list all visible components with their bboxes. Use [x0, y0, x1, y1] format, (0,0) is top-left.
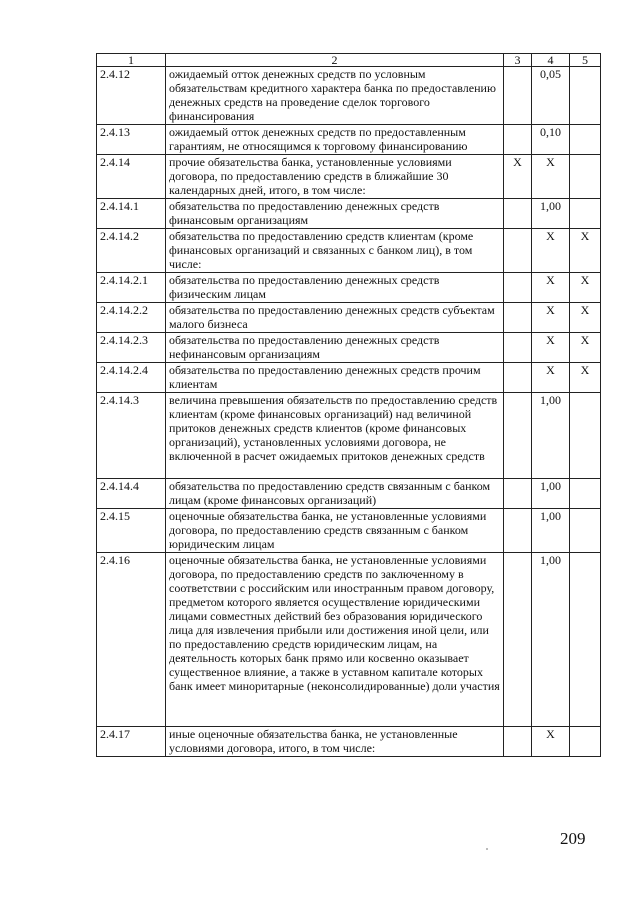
table-row — [97, 125, 601, 155]
row-col4-value: X — [532, 229, 570, 273]
row-code: 2.4.14 — [97, 155, 166, 199]
row-code: 2.4.14.2.1 — [97, 273, 166, 303]
table-row — [97, 303, 601, 333]
table-row — [97, 67, 601, 125]
row-col3-value — [504, 727, 532, 757]
column-header-4: 4 — [532, 54, 570, 67]
row-col4-value: X — [532, 303, 570, 333]
row-col3-value — [504, 553, 532, 727]
row-code: 2.4.14.3 — [97, 393, 166, 479]
row-col4-value: 1,00 — [532, 393, 570, 479]
row-col3-value — [504, 229, 532, 273]
column-header-3: 3 — [504, 54, 532, 67]
row-description: обязательства по предоставлению средств связанным с банком лицам (кроме финансовых организаций) — [166, 479, 504, 509]
row-col3-value — [504, 125, 532, 155]
row-col3-value — [504, 199, 532, 229]
row-code: 2.4.14.2.2 — [97, 303, 166, 333]
row-col5-value: X — [570, 229, 601, 273]
column-header-1: 1 — [97, 54, 166, 67]
row-col5-value: X — [570, 303, 601, 333]
row-col5-value — [570, 509, 601, 553]
row-description: ожидаемый отток денежных средств по предоставленным гарантиям, не относящимся к торговому финансированию — [166, 125, 504, 155]
table-body — [97, 67, 601, 757]
scan-speck — [486, 848, 488, 850]
row-col3-value — [504, 303, 532, 333]
row-code: 2.4.14.4 — [97, 479, 166, 509]
page-number: 209 — [560, 829, 586, 848]
row-col3-value — [504, 509, 532, 553]
table-row — [97, 229, 601, 273]
row-code: 2.4.15 — [97, 509, 166, 553]
row-description: оценочные обязательства банка, не установленные условиями договора, по предоставлению средств связанным с банком юридическим лицам — [166, 509, 504, 553]
row-col3-value — [504, 333, 532, 363]
row-code: 2.4.14.2.4 — [97, 363, 166, 393]
row-col5-value — [570, 67, 601, 125]
table-row — [97, 363, 601, 393]
table-row — [97, 509, 601, 553]
row-col4-value: 0,05 — [532, 67, 570, 125]
row-col3-value — [504, 479, 532, 509]
table-row — [97, 333, 601, 363]
row-col3-value — [504, 393, 532, 479]
row-description: обязательства по предоставлению денежных средств нефинансовым организациям — [166, 333, 504, 363]
row-col5-value: X — [570, 333, 601, 363]
column-header-2: 2 — [166, 54, 504, 67]
row-col4-value: 1,00 — [532, 479, 570, 509]
row-col4-value: 1,00 — [532, 553, 570, 727]
table-header-row — [97, 54, 601, 67]
row-code: 2.4.14.2.3 — [97, 333, 166, 363]
row-col5-value — [570, 199, 601, 229]
row-code: 2.4.17 — [97, 727, 166, 757]
row-col5-value — [570, 553, 601, 727]
row-description: иные оценочные обязательства банка, не установленные условиями договора, итого, в том числе: — [166, 727, 504, 757]
row-description: величина превышения обязательств по предоставлению средств клиентам (кроме финансовых организаций) над величиной притоков денежных средств клиентов (кроме финансовых организаций), установленных условиями договора, не включенной в расчет ожидаемых притоков денежных средств — [166, 393, 504, 479]
row-col4-value: X — [532, 333, 570, 363]
liquidity-table — [96, 53, 601, 757]
row-col3-value — [504, 67, 532, 125]
row-col3-value — [504, 273, 532, 303]
table-row — [97, 273, 601, 303]
row-col4-value: 1,00 — [532, 509, 570, 553]
row-col5-value — [570, 393, 601, 479]
row-col4-value: X — [532, 363, 570, 393]
row-description: обязательства по предоставлению средств клиентам (кроме финансовых организаций и связанных с банком лиц), в том числе: — [166, 229, 504, 273]
row-description: обязательства по предоставлению денежных средств физическим лицам — [166, 273, 504, 303]
row-col5-value — [570, 155, 601, 199]
table-row — [97, 727, 601, 757]
table-row — [97, 155, 601, 199]
row-code: 2.4.12 — [97, 67, 166, 125]
row-code: 2.4.14.2 — [97, 229, 166, 273]
row-col5-value: X — [570, 363, 601, 393]
row-code: 2.4.13 — [97, 125, 166, 155]
row-col5-value — [570, 727, 601, 757]
row-description: ожидаемый отток денежных средств по условным обязательствам кредитного характера банка по предоставлению денежных средств на проведение сделок торгового финансирования — [166, 67, 504, 125]
row-code: 2.4.14.1 — [97, 199, 166, 229]
row-description: обязательства по предоставлению денежных средств финансовым организациям — [166, 199, 504, 229]
table-row — [97, 393, 601, 479]
row-col3-value — [504, 363, 532, 393]
row-col4-value: 0,10 — [532, 125, 570, 155]
row-col5-value — [570, 479, 601, 509]
row-col3-value: X — [504, 155, 532, 199]
row-col4-value: X — [532, 155, 570, 199]
row-col4-value: 1,00 — [532, 199, 570, 229]
row-col5-value: X — [570, 273, 601, 303]
row-col4-value: X — [532, 727, 570, 757]
row-col4-value: X — [532, 273, 570, 303]
row-description: обязательства по предоставлению денежных средств прочим клиентам — [166, 363, 504, 393]
row-col5-value — [570, 125, 601, 155]
row-description: обязательства по предоставлению денежных средств субъектам малого бизнеса — [166, 303, 504, 333]
row-code: 2.4.16 — [97, 553, 166, 727]
table-row — [97, 199, 601, 229]
row-description: прочие обязательства банка, установленные условиями договора, по предоставлению средств в ближайшие 30 календарных дней, итого, в том числе: — [166, 155, 504, 199]
column-header-5: 5 — [570, 54, 601, 67]
row-description: оценочные обязательства банка, не установленные условиями договора, по предоставлению средств по заключенному в соответствии с российским или иностранным правом договору, предметом которого является осуществление юридическими лицами совместных действий без образования юридического лица для извлечения прибыли или достижения иной цели, или по предоставлению средств юридическим лицам, на деятельность которых банк прямо или косвенно оказывает существенное влияние, а также в уставном капитале которых банк имеет миноритарные (неконсолидированные) доли участия — [166, 553, 504, 727]
table-row — [97, 479, 601, 509]
table-row — [97, 553, 601, 727]
